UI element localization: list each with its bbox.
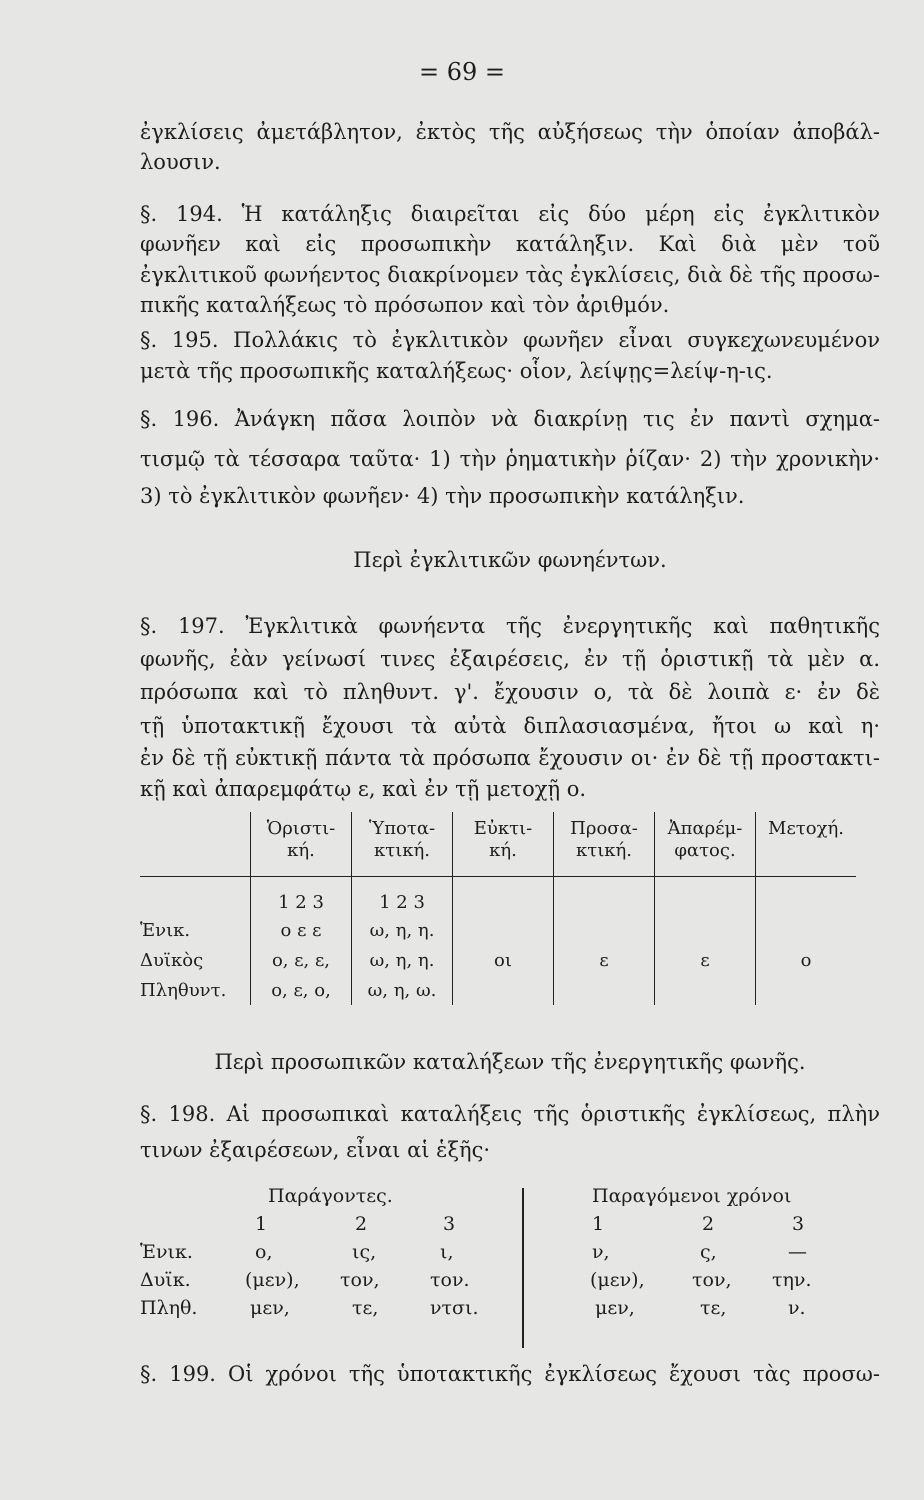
row-label: Πληθ. (140, 1297, 198, 1319)
table-cell: ντσι. (430, 1297, 479, 1319)
text-line: §. 195. Πολλάκις τὸ ἐγκλιτικὸν φωνῆεν εἶναι συγκεχωνευμένον (140, 328, 880, 352)
table-row (140, 1269, 880, 1297)
col-group-title: Παράγοντες. (268, 1185, 393, 1207)
table-cell: την. (772, 1269, 812, 1291)
text-line: 3) τὸ ἐγκλιτικὸν φωνῆεν· 4) τὴν προσωπικὴν κατάληξιν. (140, 484, 745, 508)
endings-table (140, 1185, 880, 1325)
table-cell: ο, (255, 1241, 273, 1263)
col-number: 3 (443, 1213, 456, 1235)
vowel-table (140, 812, 856, 1005)
table-cell: ν, (592, 1241, 610, 1263)
col-number: 3 (792, 1213, 805, 1235)
col-group-title: Παραγόμενοι χρόνοι (592, 1185, 792, 1207)
section-heading: Περὶ ἐγκλιτικῶν φωνηέντων. (353, 548, 667, 572)
table-cell: ε (554, 945, 655, 975)
section-heading: Περὶ προσωπικῶν καταλήξεων τῆς ἐνεργητικῆς φωνῆς. (214, 1050, 806, 1074)
text-line: τῇ ὑποτακτικῇ ἔχουσι τὰ αὐτὰ διπλασιασμένα, ἤτοι ω καὶ η· (140, 714, 880, 738)
table-cell: ι, (440, 1241, 454, 1263)
text-line: §. 199. Οἱ χρόνοι τῆς ὑποτακτικῆς ἐγκλίσεως ἔχουσι τὰς προσω- (140, 1362, 880, 1386)
table-cell: οι (453, 945, 554, 975)
col-number: 1 (592, 1213, 605, 1235)
text-line: §. 196. Ἀνάγκη πᾶσα λοιπὸν νὰ διακρίνῃ τις ἐν παντὶ σχημα- (140, 407, 880, 431)
row-label: Πληθυντ. (140, 979, 227, 1001)
table-header-row (140, 1213, 880, 1241)
col-header: Μετοχή. (756, 812, 857, 877)
col-number: 2 (702, 1213, 715, 1235)
row-label: Ἑνικ. (140, 919, 191, 941)
text-line: ἐγκλίσεις ἀμετάβλητον, ἐκτὸς τῆς αὐξήσεως τὴν ὁποίαν ἀποβάλ- (140, 120, 880, 144)
table-cell: μεν, (250, 1297, 290, 1319)
table-header-row (140, 1185, 880, 1213)
table-cell: ο, ε, ο, (251, 975, 352, 1005)
table-cell: ο, ε, ε, (251, 945, 352, 975)
table-row (140, 915, 856, 945)
table-cell: ε (655, 945, 756, 975)
page-number: = 69 = (418, 58, 505, 86)
text-line: φωνῆεν καὶ εἰς προσωπικὴν κατάληξιν. Καὶ διὰ μὲν τοῦ (140, 232, 880, 256)
text-line: ἐγκλιτικοῦ φωνήεντος διακρίνομεν τὰς ἐγκλίσεις, διὰ δὲ τῆς προσω- (140, 263, 880, 287)
table-cell: ω, η, η. (352, 945, 453, 975)
text-line: §. 197. Ἐγκλιτικὰ φωνήεντα τῆς ἐνεργητικῆς καὶ παθητικῆς (140, 614, 880, 638)
row-label: Ἑνικ. (140, 1241, 193, 1263)
table-cell: τε, (700, 1297, 727, 1319)
col-header: Προσα- κτική. (554, 812, 655, 877)
text-line: τινων ἐξαιρέσεων, εἶναι αἱ ἑξῆς· (140, 1138, 491, 1162)
table-cell: ο (756, 945, 857, 975)
table-row (140, 877, 856, 916)
col-number: 1 (255, 1213, 268, 1235)
table-cell: (μεν), (590, 1269, 645, 1291)
table-cell: ω, η, ω. (352, 975, 453, 1005)
row-label: Δυϊκὸς (140, 949, 204, 971)
text-line: πρόσωπα καὶ τὸ πληθυντ. γ'. ἔχουσιν ο, τὰ δὲ λοιπὰ ε· ἐν δὲ (140, 680, 880, 704)
col-header: Ἀπαρέμ- φατος. (655, 812, 756, 877)
text-line: μετὰ τῆς προσωπικῆς καταλήξεως· οἷον, λείψῃς=λείψ-η-ις. (140, 359, 773, 383)
table-cell: ις, (352, 1241, 377, 1263)
table-cell: — (788, 1241, 807, 1263)
text-line: ἐν δὲ τῇ εὐκτικῇ πάντα τὰ πρόσωπα ἔχουσιν οι· ἐν δὲ τῇ προστακτι- (140, 746, 880, 770)
col-header: Ὑποτα- κτική. (352, 812, 453, 877)
table-cell: ν. (788, 1297, 806, 1319)
table-header-row (140, 812, 856, 877)
table-cell: ω, η, η. (352, 915, 453, 945)
table-cell: τον, (692, 1269, 732, 1291)
table-cell: (μεν), (245, 1269, 300, 1291)
table-row (140, 945, 856, 975)
table-cell: ς, (700, 1241, 717, 1263)
col-header: Ὁριστι- κή. (251, 812, 352, 877)
table-row (140, 1297, 880, 1325)
row-label: Δυϊκ. (140, 1269, 191, 1291)
table-cell: τε, (352, 1297, 379, 1319)
table-row (140, 1241, 880, 1269)
text-line: §. 194. Ἡ κατάληξις διαιρεῖται εἰς δύο μέρη εἰς ἐγκλιτικὸν (140, 202, 880, 226)
table-cell: τον, (340, 1269, 380, 1291)
table-cell: τον. (430, 1269, 470, 1291)
text-line: κῇ καὶ ἀπαρεμφάτῳ ε, καὶ ἐν τῇ μετοχῇ ο. (140, 777, 587, 801)
text-line: λουσιν. (140, 150, 221, 174)
text-line: τισμῷ τὰ τέσσαρα ταῦτα· 1) τὴν ῥηματικὴν ῥίζαν· 2) τὴν χρονικὴν· (140, 447, 880, 471)
table-cell: μεν, (595, 1297, 635, 1319)
person-numbers: 1 2 3 (352, 877, 453, 916)
table-row (140, 975, 856, 1005)
person-numbers: 1 2 3 (251, 877, 352, 916)
col-number: 2 (355, 1213, 368, 1235)
text-line: §. 198. Αἱ προσωπικαὶ καταλήξεις τῆς ὁριστικῆς ἐγκλίσεως, πλὴν (140, 1102, 880, 1126)
text-line: πικῆς καταλήξεως τὸ πρόσωπον καὶ τὸν ἀριθμόν. (140, 293, 670, 317)
col-header: Εὐκτι- κή. (453, 812, 554, 877)
text-line: φωνῆς, ἐὰν γείνωσί τινες ἐξαιρέσεις, ἐν τῇ ὁριστικῇ τὰ μὲν α. (140, 647, 880, 671)
table-cell: ο ε ε (251, 915, 352, 945)
